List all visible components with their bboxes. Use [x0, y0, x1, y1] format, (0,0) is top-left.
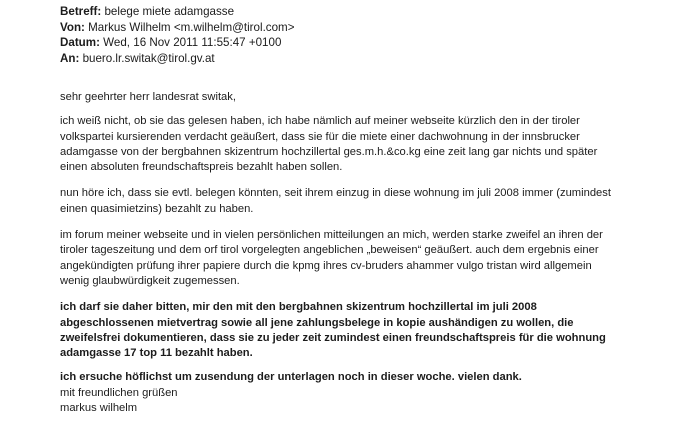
paragraph-line: wenig glaubwürdigkeit zugemessen.	[60, 274, 240, 287]
paragraph-3	[60, 228, 685, 289]
from-line	[60, 20, 294, 36]
email-body	[60, 90, 685, 386]
paragraph-line: volkspartei kursierenden verdacht geäußert, dass sie für die miete einer dachwohnung in der innsbrucker	[60, 130, 580, 143]
paragraph-line: adamgasse 17 top 11 bezahlt haben.	[60, 347, 253, 360]
paragraph-line: angekündigten prüfung ihrer papiere durch die kpmg ihres cv-bruders ahammer vulgo tristan wird allgemein	[60, 259, 592, 272]
paragraph-line: im forum meiner webseite und in vielen persönlichen mitteilungen an mich, werden starke zweifel an ihren der	[60, 229, 603, 242]
to-line	[60, 51, 294, 67]
paragraph-line: einen quasimietzins) bezahlt zu haben.	[60, 202, 254, 215]
paragraph-line: zweifelsfrei dokumentieren, dass sie zu jeder zeit zumindest einen freundschaftspreis für die wohnung	[60, 331, 606, 344]
paragraph-1	[60, 114, 685, 175]
paragraph-line: ich darf sie daher bitten, mir den mit den bergbahnen skizentrum hochzillertal im juli 2008	[60, 301, 537, 314]
email-closing	[60, 386, 178, 417]
paragraph-4-request	[60, 300, 685, 361]
date-line	[60, 35, 294, 51]
paragraph-line: nun höre ich, dass sie evtl. belegen könnten, seit ihrem einzug in diese wohnung im juli 2008 immer (zumindest	[60, 187, 611, 200]
date-label: Datum:	[60, 36, 100, 49]
to-label: An:	[60, 51, 80, 65]
to-value: buero.lr.switak@tirol.gv.at	[82, 51, 215, 65]
subject-value: belege miete adamgasse	[104, 5, 235, 18]
date-value: Wed, 16 Nov 2011 11:55:47 +0100	[103, 36, 282, 49]
paragraph-line: tiroler tageszeitung und dem orf tirol vorgelegten angeblichen „beweisen“ geäußert. auch dem ergebnis einer	[60, 244, 599, 257]
from-value: Markus Wilhelm <m.wilhelm@tirol.com>	[88, 20, 295, 34]
paragraph-2	[60, 186, 685, 217]
paragraph-line: adamgasse von der bergbahnen skizentrum hochzillertal ges.m.h.&co.kg eine zeit lang gar nichts und später	[60, 145, 598, 158]
signature: markus wilhelm	[60, 402, 138, 415]
subject-line	[60, 4, 294, 20]
paragraph-line: einen absoluten freundschaftspreis bezahlt haben sollen.	[60, 161, 343, 174]
email-header	[60, 4, 294, 66]
salutation: mit freundlichen grüßen	[60, 387, 178, 399]
paragraph-5-request	[60, 370, 685, 385]
greeting: sehr geehrter herr landesrat switak,	[60, 91, 236, 103]
from-label: Von:	[60, 20, 85, 34]
paragraph-line: ich ersuche höflichst um zusendung der unterlagen noch in dieser woche. vielen dank.	[60, 371, 522, 384]
subject-label: Betreff:	[60, 5, 102, 18]
paragraph-line: abgeschlossenen mietvertrag sowie all jene zahlungsbelege in kopie aushändigen zu wollen, die	[60, 316, 574, 329]
paragraph-line: ich weiß nicht, ob sie das gelesen haben, ich habe nämlich auf meiner webseite kürzlich den in der tiroler	[60, 115, 580, 128]
